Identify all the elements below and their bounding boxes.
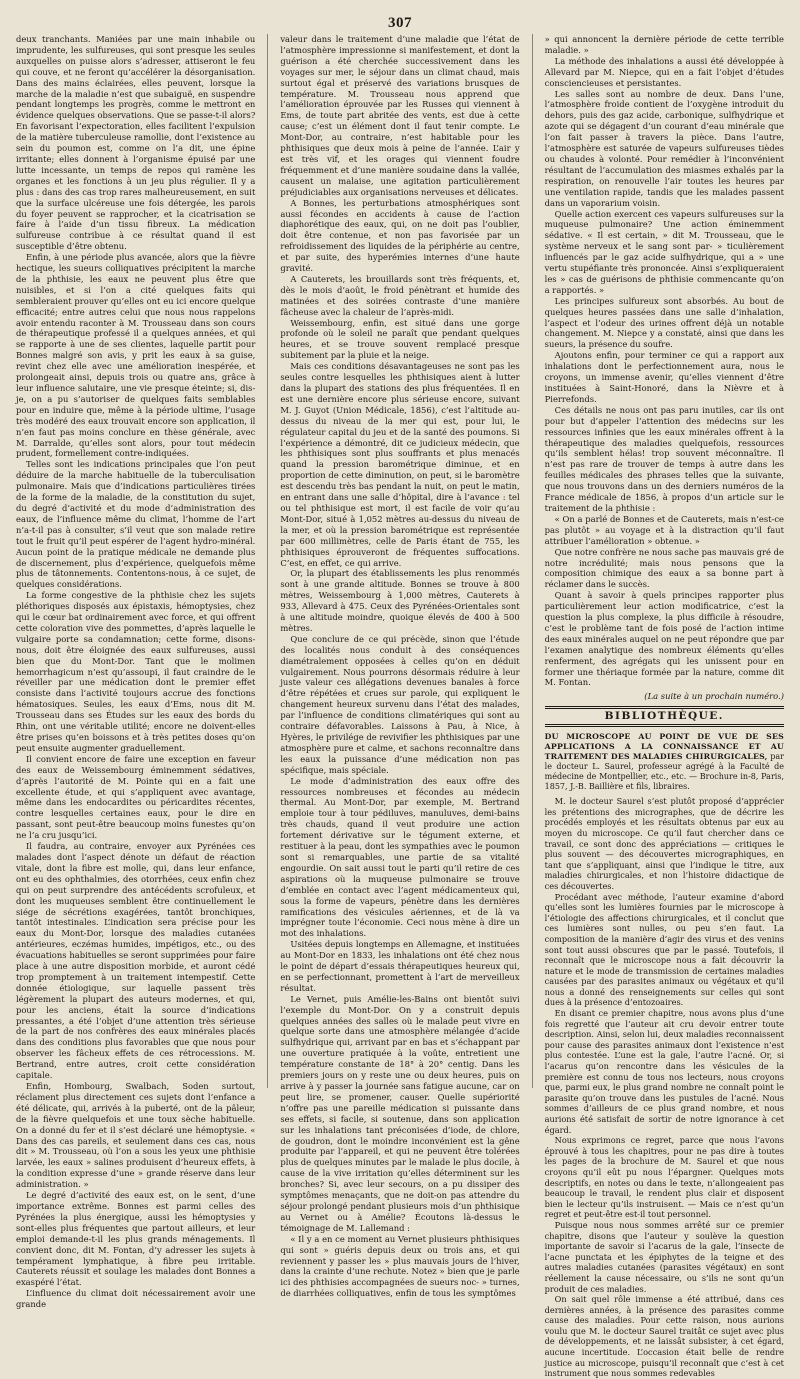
paragraph: A Cauterets, les brouillards sont très fréquents, et, dès le mois d’août, le froid pénètrant et humide des matinées et des soirées contraste d’une manière fâcheuse avec la chaleur de l’après-midi. xyxy=(280,273,520,317)
book-title: DU MICROSCOPE AU POINT DE VUE DE SES APPLICATIONS A LA CONNAISSANCE ET AU TRAITEMENT DES MALADIES CHIRURGICALES, xyxy=(544,732,784,762)
paragraph: Mais ces conditions désavantageuses ne sont pas les seules contre lesquelles les phthisiques aient à lutter dans la plupart des stations des plus fréquentées. Il en est une dernière encore plus sérieuse encore, suivant M. J. Guyot (Union Médicale, 1856), c’est l’altitude au-dessus du niveau de la mer qui est, pour lui, le régulateur capital du jeu et de la santé des poumons. Si l’expérience a démontré, dit ce judicieux médecin, que les phthisiques sont plus souffrants et plus menacés quand la pression barométrique diminue, et en proportion de cette diminution, on peut, si le baromètre est descendu très bas pendant la nuit, on peut le matin, en entrant dans une salle d’hôpital, dire à l’avance : tel ou tel phthisique est mort, il est facile de voir qu’au Mont-Dor, situé à 1,052 mètres au-dessus du niveau de la mer, et où la pression barométrique est représentée par 600 millimètres, celle de Paris étant de 755, les phthisiques éprouveront de fréquentes suffocations. C’est, en effet, ce qui arrive. xyxy=(280,361,520,568)
continuation-note: (La suite à un prochain numéro.) xyxy=(644,691,784,702)
book-details: par le docteur L. Saurel, professeur agrégé à la Faculté de médecine de Montpellier, etc., etc. — Brochure in-8, Paris, 1857, J.-B. Baillière et fils, libraires. xyxy=(544,752,784,792)
bibliography-section-header xyxy=(545,706,784,727)
paragraph: Les principes sulfureux sont absorbés. Au bout de quelques heures passées dans une salle d’inhalation, l’aspect et l’odeur des urines offrent déjà un notable changement. M. Niepce y a constaté, ainsi que dans les sueurs, la présence du soufre. xyxy=(544,295,784,350)
paragraph: Weissembourg, enfin, est situé dans une gorge profonde où le soleil ne paraît que pendant quelques heures, et se trouve souvent remplacé presque subitement par la pluie et la neige. xyxy=(280,317,520,361)
paragraph: « On a parlé de Bonnes et de Cauterets, mais n’est-ce pas plutôt » au voyage et à la distraction qu’il faut attribuer l’amélioration » obtenue. » xyxy=(544,513,784,546)
book-reference xyxy=(545,732,784,792)
paragraph: Il convient encore de faire une exception en faveur des eaux de Weissembourg éminemment sédatives, d’après l’autorité de M. Pointe qui en a fait une excellente étude, et qui s’appliquent avec avantage, même dans les endocardites ou péricardites récentes, contre lesquelles certaines eaux, pour le dire en passant, sont peut-être beaucoup moins funestes qu’on ne l’a cru jusqu’ici. xyxy=(16,753,256,841)
paragraph: Ajoutons enfin, pour terminer ce qui a rapport aux inhalations dont le perfectionnement aura, nous le croyons, un immense avenir, qu’elles viennent d’être instituées à Saint-Honoré, dans la Nièvre et à Pierrefonds. xyxy=(544,350,784,404)
column-1 xyxy=(16,34,256,1310)
paragraph: Que conclure de ce qui précède, sinon que l’étude des localités nous conduit à des conséquences diamétralement opposées à celles qu’on en déduit vulgairement. Nous pourrons désormais réduire à leur juste valeur ces allégations devenues banales à force d’être répétées et crues sur parole, qui expliquent le changement heureux survenu dans l’état des malades, par l’influence de conditions climatériques qui sont au contraire défavorables. Laissons à Pau, à Nice, à Hyères, le privilége de revivifier les phthisiques par une atmosphère pure et calme, et sachons reconnaître dans les eaux la puissance d’une médication non pas spécifique, mais spéciale. xyxy=(280,633,520,775)
paragraph: » qui annoncent la dernière période de cette terrible maladie. » xyxy=(544,34,784,55)
paragraph: Le mode d’administration des eaux offre des ressources nombreuses et fécondes au médecin thermal. Au Mont-Dor, par exemple, M. Bertrand emploie tour à tour pédiluves, manuluves, demi-bains très chauds, quand il veut produire une action fortement dérivative sur le tégument externe, et restituer à la peau, dont les sympathies avec le poumon sont si remarquables, une partie de sa vitalité engourdie. On sait aussi tout le parti qu’il retire de ces aspirations où la muqueuse pulmonaire se trouve d’emblée en contact avec l’agent médicamenteux qui, sous la forme de vapeurs, pénètre dans les dernières ramifications des vésicules aériennes, et de là va imprégner toute l’économie. Ceci nous mène à dire un mot des inhalations. xyxy=(280,775,520,939)
paragraph: Puisque nous nous sommes arrêté sur ce premier chapitre, disons que l’auteur y soulève la question importante de savoir si l’acarus de la gale, l’insecte de l’acne punctata et les épiphytes de la teigne et des autres maladies cutanées (parasites végétaux) en sont réellement la cause nécessaire, ou s’ils ne sont qu’un produit de ces maladies. xyxy=(544,1219,784,1294)
paragraph: Usitées depuis longtemps en Allemagne, et instituées au Mont-Dor en 1833, les inhalations ont été chez nous le point de départ d’essais thérapeutiques heureux qui, en se perfectionnant, promettent à l’art de merveilleux résultat. xyxy=(280,939,520,993)
paragraph: Les salles sont au nombre de deux. Dans l’une, l’atmosphère froide contient de l’oxygène introduit du dehors, puis des gaz acide, carbonique, sulfhydrique et azote qui se dégagent d’un courant d’eau minérale que l’on fait passer à travers la pièce. Dans l’autre, l’atmosphère est saturée de vapeurs sulfureuses tièdes ou chaudes à volonté. Pour remédier à l’inconvénient résultant de l’accumulation des miasmes exhalés par la respiration, on renouvelle l’air toutes les heures par une ventilation rapide, tandis que les malades passent dans un vaporarium voisin. xyxy=(544,88,784,208)
paragraph: Or, la plupart des établissements les plus renommés sont à une grande altitude. Bonnes se trouve à 800 mètres, Weissembourg à 1,000 mètres, Cauterets à 933, Allevard à 475. Ceux des Pyrénées-Orientales sont à une altitude moindre, quoique élevés de 400 à 500 mètres. xyxy=(280,568,520,633)
paragraph: Il faudra, au contraire, envoyer aux Pyrénées ces malades dont l’aspect dénote un défaut de réaction vitale, dont la fibre est molle, qui, dans leur enfance, ont eu des ophthalmies, des otorrhées, ceux enfin chez qui on peut surprendre des antécédents scrofuleux, et dont les muqueuses semblent être continuellement le siége de sécrétions exagérées, tantôt bronchiques, tantôt intestinales. L’indication sera précise pour les eaux du Mont-Dor, lorsque des maladies cutanées antérieures, eczémas humides, impétigos, etc., ou des évacuations habituelles se seront supprimées pour faire place à une autre disposition morbide, et auront cédé trop promptement à un traitement intempestif. Cette donnée étiologique, sur laquelle passent très légèrement la plupart des auteurs modernes, et qui, pour les anciens, était la source d’indications pressantes, a été l’objet d’une attention très sérieuse de la part de nos confrères des eaux minérales placés dans des conditions plus favorables que que nous pour observer les fâcheux effets de ces rétrocessions. M. Bertrand, entre autres, croit cette considération capitale. xyxy=(16,841,256,1081)
paragraph: La méthode des inhalations a aussi été développée à Allevard par M. Niepce, qui en a fait l’objet d’études consciencieuses et persistantes. xyxy=(544,55,784,88)
column-2 xyxy=(267,34,520,1299)
section-title: BIBLIOTHÈQUE. xyxy=(604,710,724,723)
paragraph: Quelle action exercent ces vapeurs sulfureuses sur la muqueuse pulmonaire? Une action éminemment sédative. « Il est certain, » dit M. Trousseau, que le système nerveux et le sang sont par- » ticulièrement influencés par le gaz acide sulfhydrique, qui a » une vertu stupéfiante très prononcée. Ainsi s’expliqueraient les » cas de guérisons de phthisie commencante qu’on a rapportés. » xyxy=(544,208,784,295)
paragraph: Procédant avec méthode, l’auteur examine d’abord qu’elles sont les lumières fournies par le microscope à l’étiologie des affections chirurgicales, et il conclut que ces lumières sont nulles, ou peu s’en faut. La composition de la manière d’agir des virus et des venins sont tout aussi obscures que par le passé. Toutefois, il reconnaît que le microscope nous a fait découvrir la nature et le mode de transmission de certaines maladies causées par des parasites animaux ou végétaux et qu’il nous a donné des renseignements sur celles qui sont dues à la présence d’entozoaires. xyxy=(544,891,784,1008)
book-review xyxy=(545,796,784,1379)
column-3 xyxy=(532,34,784,1379)
paragraph: « Il y a en ce moment au Vernet plusieurs phthisiques qui sont » guéris depuis deux ou trois ans, et qui reviennent y passer les » plus mauvais jours de l’hiver, dans la crainte d’une rechute. Notez » bien que je parle ici des phthisies accompagnées de sueurs noc- » turnes, de diarrhées colliquatives, enfin de tous les symptômes xyxy=(280,1233,520,1299)
paragraph: Ces détails ne nous ont pas paru inutiles, car ils ont pour but d’appeler l’attention des médecins sur les ressources infinies que les eaux minérales offrent à la thérapeutique des maladies quelquefois, ressources qu’ils semblent hélas! trop souvent méconnaître. Il n’est pas rare de trouver de temps à autre dans les feuilles médicales des phrases telles que la suivante, que nous trouvons dans un des derniers numéros de la France médicale de 1856, à propos d’un article sur le traitement de la phthisie : xyxy=(544,404,784,513)
text-columns xyxy=(16,34,784,1379)
paragraph: La forme congestive de la phthisie chez les sujets pléthoriques disposés aux épistaxis, hémoptysies, chez qui le cœur bat ordinairement avec force, et qui offrent cette coloration vive des pommettes, d’après laquelle le vulgaire porte sa condamnation; cette forme, disons-nous, doit être éloignée des eaux sulfureuses, aussi bien que du Mont-Dor. Tant que le molimen hemorrhagicum n’est qu’assoupi, il faut craindre de le réveiller par une médication dont le premier effet consiste dans l’activité toujours accrue des fonctions hématosiques. Seules, les eaux d’Ems, nous dit M. Trousseau dans ses Études sur les eaux des bords du Rhin, ont une véritable utilité; encore ne doivent-elles être prises qu’en boissons et à très petites doses qu’on peut ensuite augmenter graduellement. xyxy=(16,590,256,753)
paragraph: Nous exprimons ce regret, parce que nous l’avons éprouvé à tous les chapitres, pour ne pas dire à toutes les pages de la brochure de M. Saurel et que nous croyons qu’il eût pu nous l’épargner. Quelques mots descriptifs, en notes ou dans le texte, n’allongeaient pas beaucoup le travail, le rendent plus clair et disposent bien le lecteur qu’ils instruisent. — Mais ce n’est qu’un regret et peut-être est-il tout personnel. xyxy=(544,1135,784,1220)
paragraph: A Bonnes, les perturbations atmosphériques sont aussi fécondes en accidents à cause de l’action diaphorétique des eaux, qui, on ne doit pas l’oublier, doit être contenue, et non pas favorisée par un refroidissement des liquides de la périphérie au centre, et par suite, des hyperémies internes d’une haute gravité. xyxy=(280,197,520,274)
paragraph: M. le docteur Saurel s’est plutôt proposé d’apprécier les prétentions des micrographes, que de décrire les procédés employés et les résultats obtenus par eux au moyen du microscope. Ce qu’il faut chercher dans ce travail, ce sont donc des appréciations — critiques le plus souvent — des découvertes micrographiques, en tant que s’appliquant, ainsi que l’indique le titre, aux maladies chirurgicales, et non l’histoire didactique de ces découvertes. xyxy=(544,796,784,891)
paragraph: Le Vernet, puis Amélie-les-Bains ont bientôt suivi l’exemple du Mont-Dor. On y a construit depuis quelques années des salles où le malade peut vivre en quelque sorte dans une atmosphère mélangée d’acide sulfhydrique qui, arrivant par en bas et s’échappant par une ouverture pratiquée à la voûte, entretient une température constante de 18° à 20° centig. Dans les premiers jours on y reste une ou deux heures, puis on arrive à y passer la journée sans fatigue aucune, car on peut lire, se promener, causer. Quelle supériorité n’offre pas une pareille médication si puissante dans ses effets, si facile, si soutenue, dans son application sur les inhalations tant préconisées d’iode, de chlore, de goudron, dont le moindre inconvénient est la gêne produite par l’appareil, et qui ne peuvent être tolérées plus de quelques minutes par le malade le plus docile, à cause de la vive irritation qu’elles déterminent sur les bronches? Si, avec leur secours, on a pu dissiper des symptômes menaçants, que ne doit-on pas attendre du séjour prolongé pendant plusieurs mois d’un phthisique au Vernet ou à Amélie? Écoutons là-dessus le témoignage de M. Lallemand : xyxy=(280,993,520,1233)
paragraph: Quant à savoir à quels principes rapporter plus particulièrement leur action modificatrice, c’est la question la plus complexe, la plus difficile à résoudre, c’est le problème tant de fois posé de l’action intime des eaux minérales auquel on ne peut répondre que par l’examen analytique des nombreux éléments qu’elles renferment, des agrégats qui les unissent pour en former une thériaque formée par la nature, comme dit M. Fontan. xyxy=(544,590,784,688)
paragraph: valeur dans le traitement d’une maladie que l’état de l’atmosphère impressionne si manifestement, et dont la guérison a été cherchée successivement dans les voyages sur mer, le séjour dans un climat chaud, mais surtout égal et préservé des variations brusques de température. M. Trousseau nous apprend que l’amélioration éprouvée par les Russes qui viennent à Ems, de toute part abritée des vents, est due à cette cause; c’est un élément dont il faut tenir compte. Le Mont-Dor, au contraire, n’est habitable pour les phthisiques que deux mois à peine de l’année. L’air y est très vif, et les orages qui viennent foudre fréquemment et d’une manière soudaine dans la vallée, causent un malaise, une agitation particulièrement préjudiciables aux organisations nerveuses et délicates. xyxy=(280,34,520,197)
paragraph: Que notre confrère ne nous sache pas mauvais gré de notre incrédulité; mais nous pensons que la composition chimique des eaux a sa bonne part à réclamer dans le succès. xyxy=(544,546,784,590)
paragraph: Enfin, Hombourg, Swalbach, Soden surtout, réclament plus directement ces sujets dont l’enfance a été délicate, qui, arrivés à la puberté, ont de la pâleur, de la fièvre quelquefois et une toux sèche habituelle. On a donné du fer et il s’est déclaré une hémoptysie. « Dans des cas pareils, et seulement dans ces cas, nous dit » M. Trousseau, où l’on a sous les yeux une phthisie larvée, les eaux » salines produisent d’heureux effets, à la condition expresse d’une » grande réserve dans leur administration. » xyxy=(16,1081,256,1190)
paragraph: deux tranchants. Maniées par une main inhabile ou imprudente, les sulfureuses, qui sont presque les seules auxquelles on puisse alors s’adresser, attiseront le feu qui couve, et ne feront qu’accélérer la désorganisation. Dans des mains éclairées, elles peuvent, lorsque la marche de la maladie n’est que subaiguë, en suspendre pendant longtemps les progrès, comme le mettront en évidence quelques observations. Que se passe-t-il alors? En favorisant l’expectoration, elles facilitent l’expulsion de la matière tuberculeuse ramollie, dont l’existence au sein du poumon est, comme on l’a dit, une épine irritante; elles donnent à l’organisme épuisé par une lutte incessante, un temps de repos qui ramène les organes et les fonctions à un jeu plus régulier. Il y a plus : dans des cas trop rares malheureusement, en suit que la surface ulcéreuse une fois détergée, les parois du foyer peuvent se rapprocher, et la cicatrisation se faire à l’aide d’un tissu fibreux. La médication sulfureuse contribue à ce résultat quand il est susceptible d’être obtenu. xyxy=(16,34,256,252)
paragraph: On sait quel rôle immense a été attribué, dans ces dernières années, à la présence des parasites comme cause des maladies. Pour cette raison, nous aurions voulu que M. le docteur Saurel traitât ce sujet avec plus de développements, et ne laissât subsister, à cet égard, aucune incertitude. L’occasion était belle de rendre justice au microscope, puisqu’il reconnaît que c’est à cet instrument que nous sommes redevables xyxy=(544,1294,784,1379)
paragraph: L’influence du climat doit nécessairement avoir une grande xyxy=(16,1288,256,1310)
paragraph: Enfin, à une période plus avancée, alors que la fièvre hectique, les sueurs colliquatives précipitent la marche de la phthisie, les eaux ne peuvent plus être que nuisibles, et si l’on a cité quelques faits qui sembleraient prouver qu’elles ont eu ici encore quelque efficacité; entre autres celui que nous nous rappelons avoir entendu raconter à M. Trousseau dans son cours de thérapeutique professé il a quelques années, et qui se rapporte à une de ses clientes, laquelle partit pour Bonnes malgré son avis, y prit les eaux à sa guise, revint chez elle avec une amélioration inespérée, et prolongeait ainsi, depuis trois ou quatre ans, grâce à leur influence salutaire, une vie presque éteinte; si, dis-je, on a pu s’autoriser de quelques faits semblables pour en induire que, même à la période ultime, l’usage très modéré des eaux trouvait encore son application, il n’en faut pas moins conclure en thèse générale, avec M. Darralde, qu’elles sont alors, pour tout médecin prudent, formellement contre-indiquées. xyxy=(16,252,256,459)
paragraph: Telles sont les indications principales que l’on peut déduire de la marche habituelle de la tuberculisation pulmonaire. Mais que d’indications particulières tirées de la forme de la maladie, de la constitution du sujet, du degré d’activité et du mode d’administration des eaux, de l’influence même du climat, l’homme de l’art n’a-t-il pas à consulter, s’il veut que son malade retire tout le fruit qu’il peut espérer de l’agent hydro-minéral. Aucun point de la pratique médicale ne demande plus de discernement, plus d’expérience, quelquefois même plus de tâtonnements. Contentons-nous, à ce sujet, de quelques considérations. xyxy=(16,459,256,590)
paragraph: Le degré d’activité des eaux est, on le sent, d’une importance extrême. Bonnes est parmi celles des Pyrénées la plus énergique, aussi les hémoptysies y sont-elles plus fréquentes que partout ailleurs, et leur emploi demande-t-il les plus grands ménagements. Il convient donc, dit M. Fontan, d’y adresser les sujets à tempérament lymphatique, à fibre peu irritable. Cauterets réussit et soulage les malades dont Bonnes a exaspéré l’état. xyxy=(16,1190,256,1288)
paragraph: En disant ce premier chapitre, nous avons plus d’une fois regretté que l’auteur ait cru devoir entrer toute description. Ainsi, selon lui, deux maladies reconnaissent pour cause des parasites animaux dont l’existence n’est plus contestée. L’une est la gale, l’autre l’acné. Or, si l’acarus qu’on rencontre dans les vésicules de la première est connu de tous nos lecteurs, nous croyons que, parmi eux, le plus grand nombre ne connaît point le parasite qu’on trouve dans les pustules de l’acné. Nous sommes d’ailleurs de ce plus grand nombre, et nous aurions été satisfait de sortir de notre ignorance à cet égard. xyxy=(544,1008,784,1135)
page-number: 307 xyxy=(388,15,412,31)
